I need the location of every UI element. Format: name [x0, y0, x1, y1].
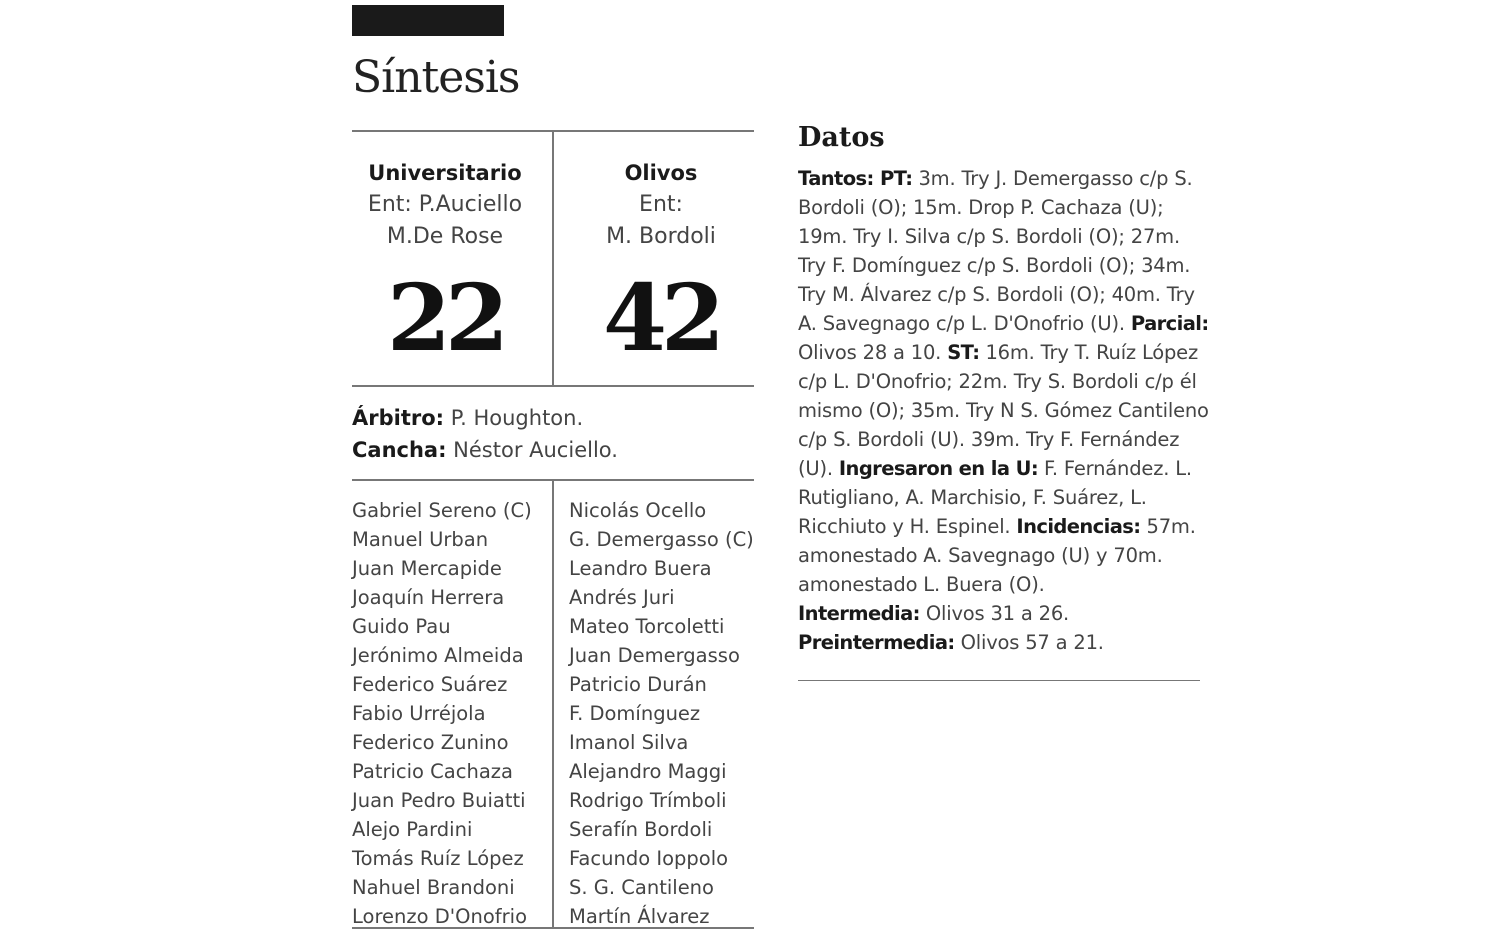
home-player-item: Jerónimo Almeida: [352, 644, 524, 667]
away-player-item: G. Demergasso (C): [569, 528, 754, 551]
home-team-name: Universitario: [368, 161, 522, 185]
home-player-item: Fabio Urréjola: [352, 702, 486, 725]
referee-label: Árbitro:: [352, 406, 445, 430]
header-black-bar: [352, 5, 504, 36]
away-player-item: Serafín Bordoli: [569, 818, 713, 841]
datos-body: [798, 164, 1210, 657]
away-player-item: S. G. Cantileno: [569, 876, 714, 899]
away-team-name: Olivos: [624, 161, 698, 185]
home-player-item: Joaquín Herrera: [352, 586, 505, 609]
away-player-item: Rodrigo Trímboli: [569, 789, 727, 812]
home-coach-line-2: M.De Rose: [386, 224, 504, 249]
home-player-item: Federico Zunino: [352, 731, 509, 754]
score-box-bottom-rule: [352, 385, 754, 387]
incidencias-text: 57m. amonestado A. Savegnago (U) y 70m. amonestado L. Buera (O).: [798, 515, 1196, 596]
away-coach-line-1: Ent:: [639, 192, 683, 217]
intermedia-label: Intermedia:: [798, 602, 920, 625]
home-player-item: Federico Suárez: [352, 673, 508, 696]
away-player-item: Leandro Buera: [569, 557, 712, 580]
tantos-label: Tantos: PT:: [798, 167, 913, 190]
ingresaron-label: Ingresaron en la U:: [838, 457, 1039, 480]
away-player-item: F. Domínguez: [569, 702, 701, 725]
home-player-item: Tomás Ruíz López: [352, 847, 524, 870]
referee-line: [352, 406, 583, 430]
venue-label: Cancha:: [352, 438, 447, 462]
away-player-item: Mateo Torcoletti: [569, 615, 725, 638]
away-player-item: Facundo Ioppolo: [569, 847, 729, 870]
datos-title: Datos: [798, 122, 885, 153]
datos-bottom-rule: [798, 680, 1200, 681]
home-team-block: [345, 157, 545, 253]
away-player-item: Andrés Juri: [569, 586, 675, 609]
st-label: ST:: [947, 341, 980, 364]
home-player-item: Juan Pedro Buiatti: [352, 789, 526, 812]
away-player-item: Martín Álvarez: [569, 905, 710, 928]
intermedia-text: Olivos 31 a 26.: [919, 602, 1070, 625]
incidencias-label: Incidencias:: [1016, 515, 1141, 538]
page-title: Síntesis: [352, 52, 520, 103]
away-player-item: Patricio Durán: [569, 673, 707, 696]
parcial-text: Olivos 28 a 10.: [798, 341, 948, 364]
away-player-item: Alejandro Maggi: [569, 760, 727, 783]
away-roster: [569, 496, 754, 931]
preintermedia-text: Olivos 57 a 21.: [954, 631, 1104, 654]
away-team-block: [561, 157, 761, 253]
home-player-item: Lorenzo D'Onofrio: [352, 905, 528, 928]
home-player-item: Juan Mercapide: [352, 557, 502, 580]
home-player-item: Gabriel Sereno (C): [352, 499, 532, 522]
away-coach-line-2: M. Bordoli: [606, 224, 716, 249]
st-text: 16m. Try T. Ruíz López c/p L. D'Onofrio; 22m. Try S. Bordoli c/p él mismo (O); 35m. Try N S. Gómez Cantileno c/p S. Bordoli (U). 39m. Try F. Fernández (U).: [798, 341, 1209, 480]
tantos-text: 3m. Try J. Demergasso c/p S. Bordoli (O); 15m. Drop P. Cachaza (U); 19m. Try I. Silva c/p S. Bordoli (O); 27m. Try F. Domínguez c/p S. Bordoli (O); 34m. Try M. Álvarez c/p S. Bordoli (O); 40m. Try A. Savegnago c/p L. D'Onofrio (U).: [798, 167, 1195, 335]
home-player-item: Nahuel Brandoni: [352, 876, 515, 899]
home-roster: [352, 496, 532, 931]
referee-value: P. Houghton.: [444, 406, 584, 430]
roster-divider: [552, 480, 554, 929]
score-box-divider: [552, 131, 554, 386]
venue-value: Néstor Auciello.: [446, 438, 618, 462]
parcial-label: Parcial:: [1130, 312, 1209, 335]
away-player-item: Nicolás Ocello: [569, 499, 707, 522]
home-player-item: Patricio Cachaza: [352, 760, 513, 783]
away-score: 42: [602, 264, 720, 372]
away-player-item: Juan Demergasso: [569, 644, 740, 667]
home-player-item: Manuel Urban: [352, 528, 489, 551]
home-player-item: Guido Pau: [352, 615, 451, 638]
home-score: 22: [386, 264, 504, 372]
venue-line: [352, 438, 618, 462]
home-coach-line-1: Ent: P.Auciello: [367, 192, 523, 217]
preintermedia-label: Preintermedia:: [798, 631, 955, 654]
ingresaron-text: F. Fernández. L. Rutigliano, A. Marchisio, F. Suárez, L. Ricchiuto y H. Espinel.: [798, 457, 1192, 538]
home-player-item: Alejo Pardini: [352, 818, 473, 841]
away-player-item: Imanol Silva: [569, 731, 689, 754]
